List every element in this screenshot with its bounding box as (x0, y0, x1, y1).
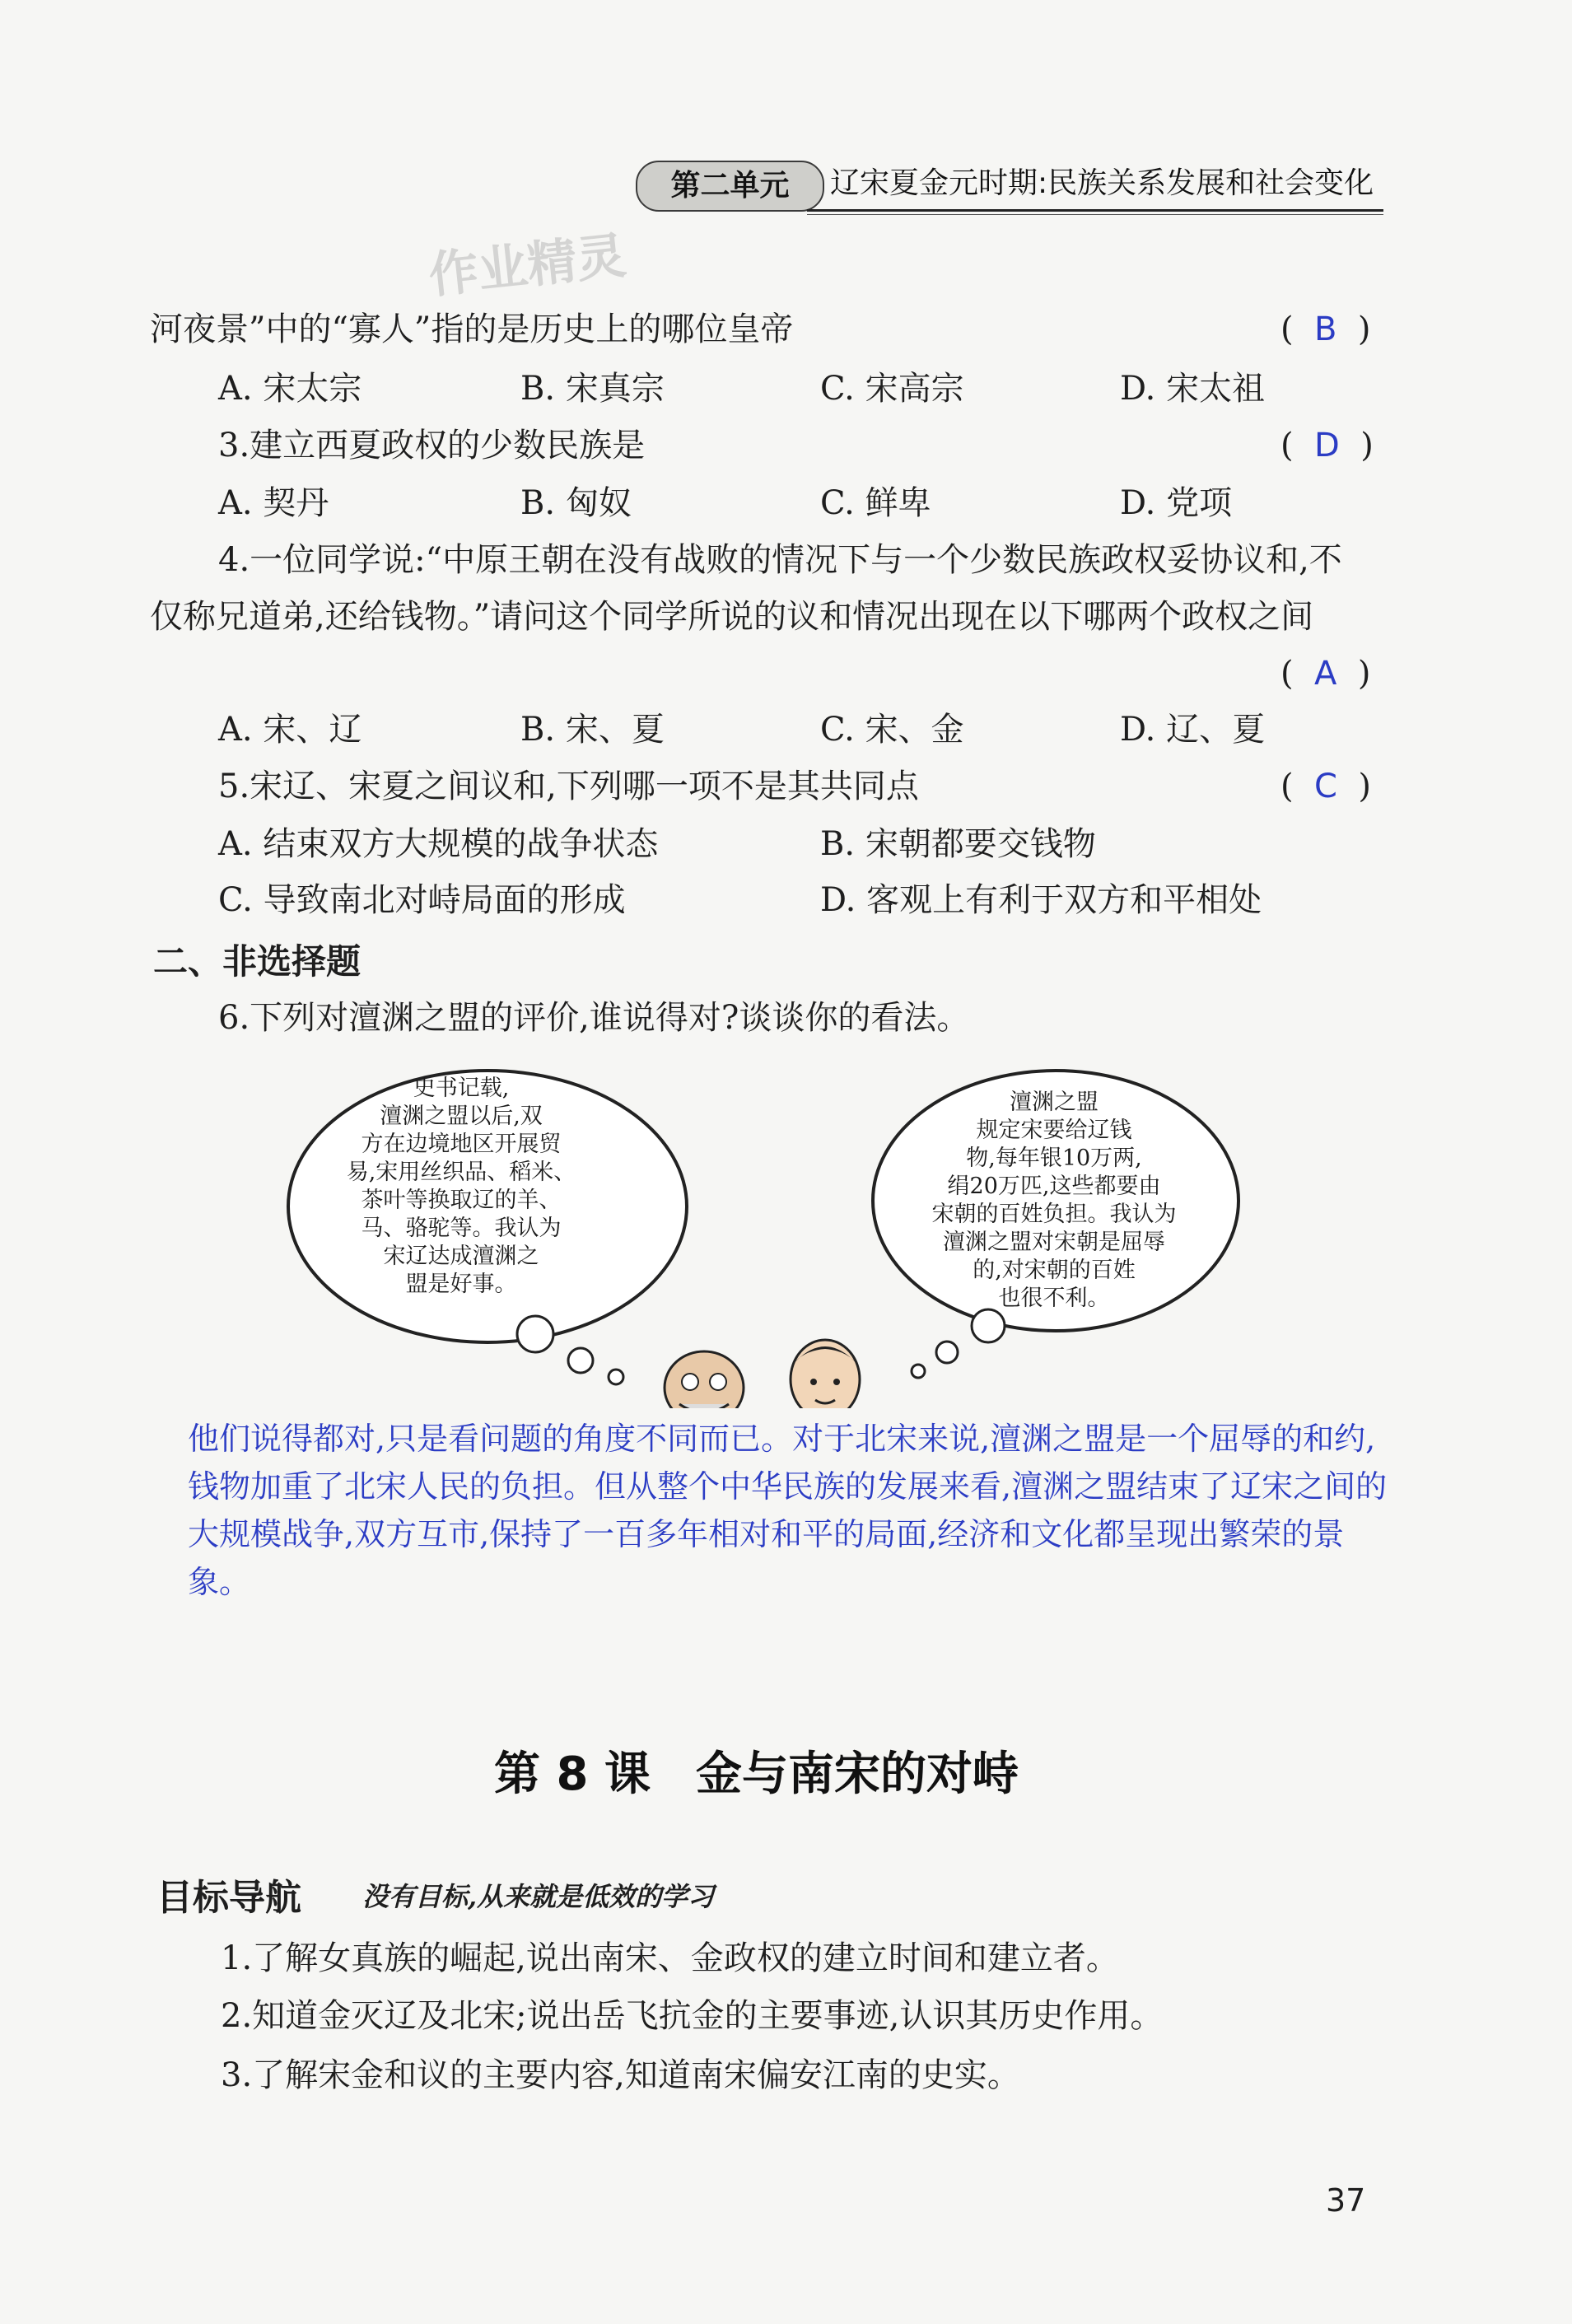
option-c: C. 导致南北对峙局面的形成 (218, 881, 626, 919)
bubble-line: 澶渊之盟以后,双 (380, 1104, 543, 1129)
bubble-line: 方在边境地区开展贸 (361, 1132, 562, 1157)
question-6-stem: 6.下列对澶渊之盟的评价,谁说得对?谈谈你的看法。 (218, 999, 970, 1037)
answer-letter: A (1314, 655, 1337, 693)
lesson-number: 第 8 课 (494, 1748, 651, 1801)
question-3-stem: 3.建立西夏政权的少数民族是 (218, 427, 646, 464)
answer-letter: B (1314, 310, 1337, 348)
option-d: D. 客观上有利于双方和平相处 (820, 881, 1262, 919)
option-d: D. 党项 (1120, 484, 1233, 522)
nav-subtitle: 没有目标,从来就是低效的学习 (362, 1881, 715, 1912)
option-a: A. 结束双方大规模的战争状态 (218, 825, 659, 863)
option-c: C. 鲜卑 (820, 484, 931, 522)
answer-line: 大规模战争,双方互市,保持了一百多年相对和平的局面,经济和文化都呈现出繁荣的景 (188, 1516, 1345, 1552)
bubble-dot (972, 1309, 1005, 1342)
option-a: A. 宋太宗 (218, 370, 362, 408)
question-2-answer: ( B ) (1280, 310, 1371, 348)
unit-title: 辽宋夏金元时期:民族关系发展和社会变化 (830, 166, 1374, 200)
bubble-line: 澶渊之盟 (1010, 1090, 1099, 1115)
answer-line: 象。 (188, 1564, 251, 1600)
question-5-answer: ( C ) (1280, 768, 1372, 805)
answer-line: 钱物加重了北宋人民的负担。但从整个中华民族的发展来看,澶渊之盟结束了辽宋之间的 (188, 1468, 1388, 1505)
left-bubble-text (288, 1075, 634, 1299)
header-rule (807, 209, 1383, 212)
page-number: 37 (1326, 2182, 1366, 2219)
question-5-stem: 5.宋辽、宋夏之间议和,下列哪一项不是其共同点 (218, 768, 919, 805)
nav-title: 目标导航 (156, 1877, 301, 1919)
bubble-line: 史书记载, (413, 1076, 510, 1101)
old-man-icon (665, 1351, 744, 1408)
bubble-line: 宋朝的百姓负担。我认为 (931, 1202, 1177, 1227)
answer-paragraph (188, 1415, 1387, 1606)
bubble-line: 的,对宋朝的百姓 (973, 1258, 1136, 1283)
bubble-dot (912, 1365, 925, 1378)
question-4-answer: ( A ) (1280, 655, 1371, 693)
question-2-stem: 河夜景”中的“寡人”指的是历史上的哪位皇帝 (150, 310, 794, 348)
bubble-line: 澶渊之盟对宋朝是屈辱 (943, 1230, 1165, 1255)
bubble-line: 绢20万匹,这些都要由 (947, 1174, 1161, 1199)
nav-item: 3.了解宋金和议的主要内容,知道南宋偏安江南的史实。 (221, 2056, 1020, 2094)
option-b: B. 宋、夏 (520, 711, 665, 749)
bubble-line: 也很不利。 (998, 1286, 1110, 1311)
bubble-line: 宋辽达成澶渊之 (383, 1244, 539, 1269)
answer-letter: D (1314, 427, 1340, 464)
option-d: D. 辽、夏 (1120, 711, 1266, 749)
option-c: C. 宋高宗 (820, 370, 964, 408)
bubble-dot (936, 1342, 958, 1363)
option-a: A. 宋、辽 (218, 711, 362, 749)
bubble-dot (568, 1348, 593, 1373)
boy-icon (791, 1340, 860, 1408)
option-d: D. 宋太祖 (1120, 370, 1266, 408)
question-4-stem-line2: 仅称兄道弟,还给钱物。”请问这个同学所说的议和情况出现在以下哪两个政权之间 (150, 598, 1314, 636)
bubble-line: 易,宋用丝织品、稻米、 (346, 1160, 576, 1185)
nav-item: 2.知道金灭辽及北宋;说出岳飞抗金的主要事迹,认识其历史作用。 (221, 1997, 1164, 2035)
answer-letter: C (1314, 768, 1337, 805)
bubble-line: 物,每年银10万两, (966, 1146, 1142, 1171)
lesson-title: 金与南宋的对峙 (696, 1748, 1019, 1801)
bubble-dot (517, 1316, 553, 1352)
unit-badge: 第二单元 (636, 161, 824, 212)
watermark: 作业精灵 (426, 226, 629, 306)
nav-item: 1.了解女真族的崛起,说出南宋、金政权的建立时间和建立者。 (221, 1939, 1119, 1977)
header-rule-thin (807, 214, 1383, 215)
question-3-answer: ( D ) (1280, 427, 1374, 464)
option-b: B. 宋朝都要交钱物 (820, 825, 1096, 863)
bubble-line: 盟是好事。 (405, 1272, 517, 1297)
right-bubble-text (889, 1089, 1219, 1313)
bubble-line: 规定宋要给辽钱 (976, 1118, 1132, 1143)
section-heading: 二、非选择题 (153, 941, 362, 982)
option-b: B. 宋真宗 (520, 370, 665, 408)
bubble-line: 马、骆驼等。我认为 (361, 1216, 562, 1241)
bubble-dot (609, 1370, 623, 1384)
question-4-stem-line1: 4.一位同学说:“中原王朝在没有战败的情况下与一个少数民族政权妥协议和,不 (218, 541, 1342, 579)
bubble-line: 茶叶等换取辽的羊、 (361, 1188, 562, 1213)
option-c: C. 宋、金 (820, 711, 964, 749)
option-a: A. 契丹 (218, 484, 329, 522)
option-b: B. 匈奴 (520, 484, 632, 522)
answer-line: 他们说得都对,只是看问题的角度不同而已。对于北宋来说,澶渊之盟是一个屈辱的和约, (188, 1421, 1376, 1457)
